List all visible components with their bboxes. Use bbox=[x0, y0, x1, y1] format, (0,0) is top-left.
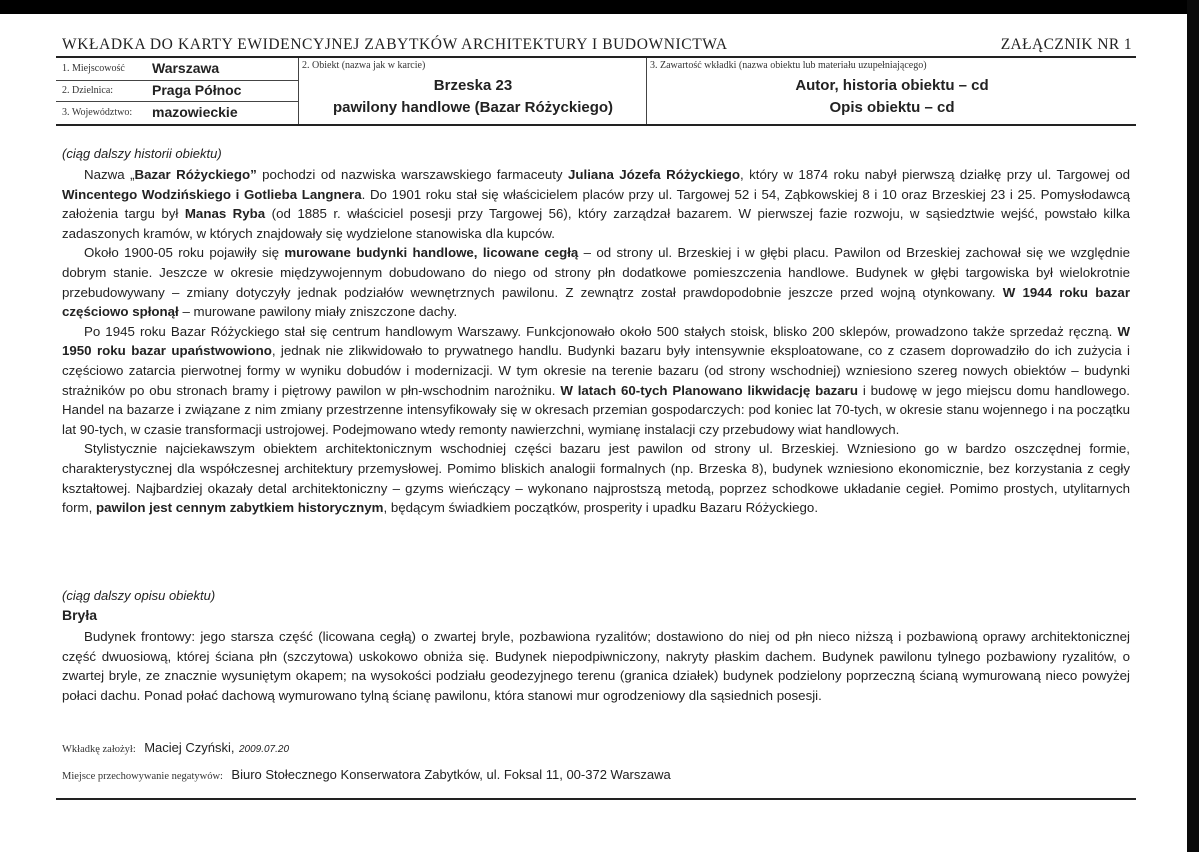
text-run: pochodzi od nazwiska warszawskiego farmaceuty bbox=[256, 167, 569, 182]
text-run: – od strony ul. Brzeskiej i w głębi placu. Pawilon od Brzeskiej zachował się we względnie dobrym stanie. Jeszcze w okresie międzywojennym dobudowano do niego od strony płn dodatkowe pomieszczenia handlowe. Budynek w głębi targowiska był wielokrotnie przebudowywany – zmiany dotyczyły jednak podziałów wewnętrznych pawilonu. Z zewnątrz został prawdopodobnie jeszcze przed wojną otynkowany. bbox=[62, 245, 1131, 300]
history-paragraph-4 bbox=[62, 439, 1130, 517]
column-divider-1 bbox=[298, 58, 299, 124]
obiekt-address: Brzeska 23 bbox=[433, 77, 513, 94]
scan-top-edge bbox=[0, 0, 1199, 14]
text-run: . Do 1901 roku stał się właścicielem placów przy ul. Targowej 52 i 54, Ząbkowskiej 8 i 10 oraz Brzeskiej 23 i 25. Pomysłodawcą założenia targu był bbox=[62, 186, 1131, 222]
bold-phrase: Juliana Józefa Różyckiego bbox=[568, 167, 740, 182]
annex-number: ZAŁĄCZNIK NR 1 bbox=[1000, 36, 1132, 53]
text-run: Nazwa „ bbox=[84, 167, 135, 182]
row-divider-1 bbox=[56, 80, 298, 81]
dzielnica-label: 2. Dzielnica: bbox=[62, 85, 114, 96]
text-run: i budowę w jego miejscu domu handlowego. Handel na bazarze i związane z nim zmiany przestrzenne intensyfikowały się w okresach przemian gospodarczych: pod koniec lat 70-tych, w okresie stanu wojennego i na początku lat 90-tych, w czasie transformacji ustrojowej. Podejmowano wtedy remonty nawierzchni, wymianę instalacji czy przebudowy wiat handlowych. bbox=[62, 382, 1130, 437]
form-title: WKŁADKA DO KARTY EWIDENCYJNEJ ZABYTKÓW ARCHITEKTURY I BUDOWNICTWA bbox=[62, 36, 728, 53]
storage-label: Miejsce przechowywanie negatywów: bbox=[62, 771, 223, 782]
description-heading: (ciąg dalszy opisu obiektu) bbox=[62, 588, 216, 603]
text-run: Stylistycznie najciekawszym obiektem architektonicznym wschodniej części bazaru jest pawilon od strony ul. Brzeskiej. Wzniesiono go w bardzo oszczędnej formie, charakterystycznej dla współczesnej architektury przemysłowej. Pomimo bliskich analogii formalnych (np. Brzeska 8), budynek wzniesiono ekonomicznie, bez korzystania z cegły kształtowej. Najbardziej okazały detal architektoniczny – gzyms wieńczący – wykonano najprostszą metodą, poprzez schodkowe układanie cegieł. Pomimo prostych, utylitarnych form, bbox=[62, 441, 1130, 516]
text-run: Około 1900-05 roku pojawiły się bbox=[84, 245, 285, 261]
text-run: – murowane pawilony miały zniszczone dachy. bbox=[178, 304, 458, 320]
row-divider-2 bbox=[56, 101, 298, 102]
author-name: Maciej Czyński, bbox=[144, 740, 235, 755]
table-bottom-rule bbox=[56, 124, 1136, 126]
bold-phrase: murowane budynki handlowe, licowane cegłą bbox=[284, 245, 579, 261]
footer-rule bbox=[56, 798, 1136, 800]
bold-phrase: W latach 60-tych Planowano likwidację bazaru bbox=[560, 382, 858, 398]
text-run: , jednak nie zlikwidowało to prywatnego handlu. Budynki bazaru były intensywnie eksploatowane, co z czasem doprowadziło do ich zużycia i częściowo zatarcia pierwotnej formy w wyniku dobudów i modernizacji. W tym okresie na terenie bazaru (od strony wschodniej) wzniesiono szereg nowych obiektów – budynki strażników po obu stronach bramy i piętrowy pawilon w płn-wschodnim narożniku. bbox=[62, 343, 1130, 398]
bryla-heading: Bryła bbox=[62, 607, 98, 623]
bold-phrase: W 1944 roku bazar częściowo spłonął bbox=[62, 284, 1130, 320]
text-run: (od 1885 r. właściciel posesji przy Targowej 56), który zarządzał bazarem. W pierwszej fazie rozwoju, w sąsiedztwie wejść, powstało kilka zadaszonych kramów, w których znajdowały się wydzielone stanowiska dla kupców. bbox=[62, 206, 1131, 241]
bold-phrase: pawilon jest cennym zabytkiem historycznym bbox=[95, 500, 384, 516]
history-paragraph-2 bbox=[62, 243, 1130, 321]
text-run: , który w 1874 roku nabył pierwszą działkę przy ul. Targowej od bbox=[740, 167, 1130, 182]
dzielnica-value: Praga Północ bbox=[152, 82, 242, 98]
scan-right-edge bbox=[1187, 0, 1199, 852]
description-paragraph-1: Budynek frontowy: jego starsza część (licowana cegłą) o zwartej bryle, pozbawiona ryzalitów; dostawiono do niej od płn nieco niższą i pozbawioną oprawy architektonicznej część dwuosiową, której ściana płn (szczytowa) uskokowo obniża się. Budynek niepodpiwniczony, nakryty płaskim dachem. Budynek pawilonu tylnego pozbawiony ryzalitów, o zwartej bryle, ze znacznie wysuniętym okapem; na wysokości podziału geodezyjnego terenu (granica działek) budynek podzielony poprzeczną ścianą wymurowaną nieco powyżej połaci dachu. Ponad połać dachową wymurowano tylną ścianę pawilonu, która stanowi mur ogrodzeniowy dla sąsiednich posesji. bbox=[62, 629, 1130, 703]
author-label: Wkładkę założył: bbox=[62, 744, 136, 755]
text-run: , będącym świadkiem początków, prosperity i upadku Bazaru Różyckiego. bbox=[383, 500, 819, 516]
zawartosc-line-2: Opis obiektu – cd bbox=[829, 99, 955, 116]
bold-phrase: Bazar Różyckiego” bbox=[134, 167, 257, 182]
zawartosc-line-1: Autor, historia obiektu – cd bbox=[795, 77, 989, 94]
miejscowosc-value: Warszawa bbox=[152, 60, 220, 76]
bold-phrase: W 1950 roku bazar upaństwowiono bbox=[62, 323, 1130, 359]
history-heading: (ciąg dalszy historii obiektu) bbox=[62, 146, 222, 161]
storage-line bbox=[62, 766, 671, 784]
history-paragraph-1 bbox=[62, 165, 1130, 243]
description-body bbox=[62, 627, 1130, 705]
miejscowosc-label: 1. Miejscowość bbox=[62, 63, 125, 74]
storage-value: Biuro Stołecznego Konserwatora Zabytków, ul. Foksal 11, 00-372 Warszawa bbox=[231, 767, 671, 782]
header-rule bbox=[56, 56, 1136, 58]
bold-phrase: Manas Ryba bbox=[184, 206, 266, 222]
wojewodztwo-value: mazowieckie bbox=[152, 104, 238, 120]
wojewodztwo-label: 3. Województwo: bbox=[62, 107, 133, 118]
author-line bbox=[62, 739, 289, 757]
history-body bbox=[62, 165, 1130, 518]
history-paragraph-3 bbox=[62, 322, 1130, 440]
text-run: Po 1945 roku Bazar Różyckiego stał się centrum handlowym Warszawy. Funkcjonowało około 500 stałych stoisk, blisko 200 sklepów, prowadzono także sprzedaż ręczną. bbox=[84, 323, 1118, 339]
obiekt-name: pawilony handlowe (Bazar Różyckiego) bbox=[332, 99, 614, 116]
zawartosc-label: 3. Zawartość wkładki (nazwa obiektu lub materiału uzupełniającego) bbox=[650, 60, 927, 71]
obiekt-label: 2. Obiekt (nazwa jak w karcie) bbox=[302, 60, 426, 71]
column-divider-2 bbox=[646, 58, 647, 124]
bold-phrase: Wincentego Wodzińskiego i Gotlieba Langnera bbox=[62, 186, 362, 202]
author-date: 2009.07.20 bbox=[238, 744, 290, 755]
